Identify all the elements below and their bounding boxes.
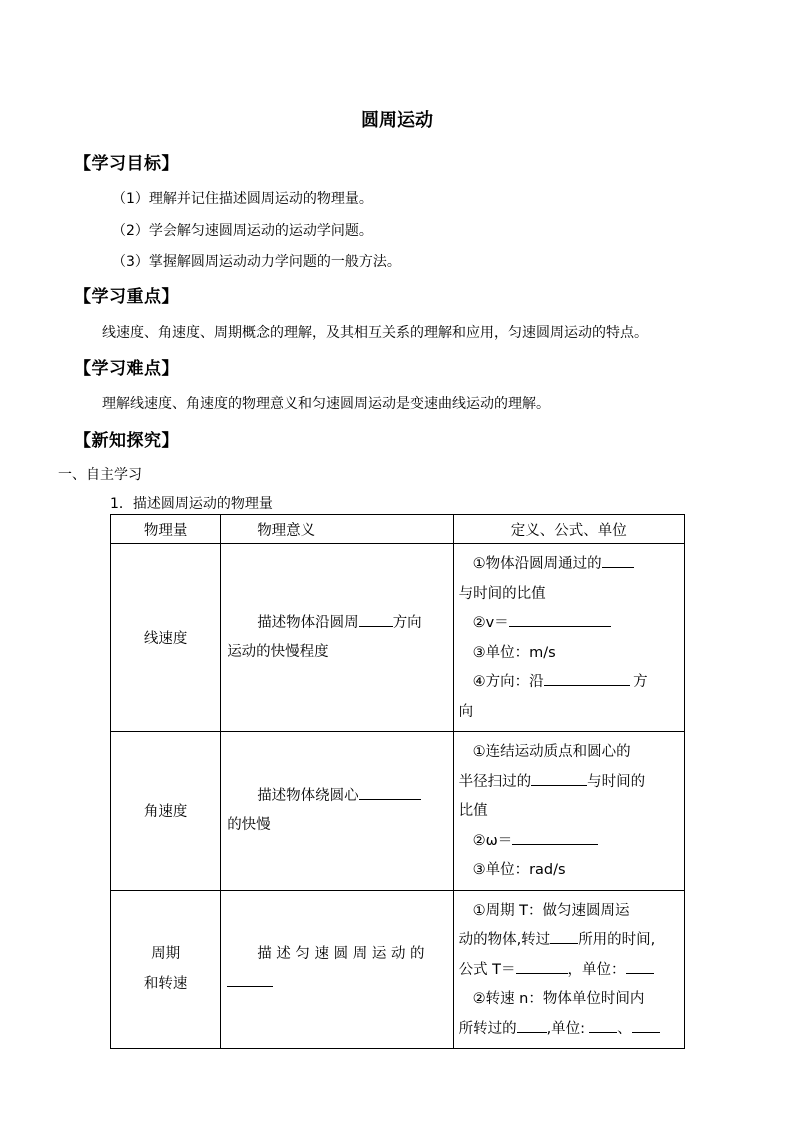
blank[interactable] — [359, 612, 393, 627]
blank[interactable] — [626, 959, 654, 974]
blank[interactable] — [359, 785, 421, 800]
explore-heading: 【新知探究】 — [74, 431, 179, 451]
quantity-linear-velocity: 线速度 — [111, 544, 221, 732]
definition-text: ②转速 n：物体单位时间内 — [472, 991, 645, 1007]
quantity-text: 和转速 — [143, 976, 188, 993]
definition-text: ③单位：m/s — [472, 644, 556, 661]
section-heading: 一、自主学习 — [58, 467, 142, 483]
blank[interactable] — [602, 553, 634, 568]
meaning-text: 描述物体绕圆心 — [257, 787, 359, 804]
blank[interactable] — [632, 1018, 660, 1033]
blank[interactable] — [544, 671, 630, 686]
blank[interactable] — [509, 612, 611, 627]
table-row — [111, 890, 685, 1049]
definition-text: 动的物体,转过 — [458, 932, 551, 948]
meaning-text: 方向 — [392, 614, 422, 631]
definition-text: 公式 T＝ — [458, 961, 516, 978]
subsection-heading: 1．描述圆周运动的物理量 — [110, 496, 273, 512]
definition-text: 与时间的比值 — [458, 585, 546, 602]
physical-quantities-table — [110, 514, 685, 1049]
meaning-text: 描 述 匀 速 圆 周 运 动 的 — [257, 946, 425, 963]
meaning-linear-velocity — [221, 544, 453, 732]
meaning-text: 描述物体沿圆周 — [257, 614, 359, 631]
table-header-row — [111, 515, 685, 544]
blank[interactable] — [531, 771, 587, 786]
table-row — [111, 732, 685, 891]
definition-text: 半径扫过的 — [458, 773, 532, 790]
goal-item: （2）学会解匀速圆周运动的运动学问题。 — [112, 223, 373, 239]
definition-text: ，单位： — [567, 961, 626, 978]
definition-text: ④方向：沿 — [472, 674, 544, 690]
page-title: 圆周运动 — [361, 110, 433, 131]
definition-text: 方 — [633, 674, 648, 690]
blank[interactable] — [517, 1018, 547, 1033]
blank[interactable] — [516, 959, 568, 974]
quantity-angular-velocity: 角速度 — [111, 732, 221, 891]
meaning-angular-velocity — [221, 732, 453, 891]
definition-text: 与时间的 — [587, 773, 646, 790]
definition-text: 所转过的 — [458, 1020, 517, 1037]
definition-text: ①连结运动质点和圆心的 — [472, 744, 631, 760]
meaning-period-frequency — [221, 890, 453, 1049]
definition-period-frequency — [453, 890, 684, 1049]
definition-angular-velocity — [453, 732, 684, 891]
goals-heading: 【学习目标】 — [74, 154, 179, 174]
definition-text: 向 — [458, 703, 474, 720]
definition-text: ②ω＝ — [472, 832, 513, 849]
definition-text: 、 — [617, 1020, 632, 1037]
table-row — [111, 544, 685, 732]
meaning-text: 的快慢 — [227, 816, 271, 833]
definition-text: ③单位：rad/s — [472, 862, 566, 878]
difficulty-text: 理解线速度、角速度的物理意义和匀速圆周运动是变速曲线运动的理解。 — [102, 396, 550, 412]
quantity-period-frequency — [111, 890, 221, 1049]
definition-text: ②v＝ — [472, 615, 509, 631]
blank[interactable] — [227, 972, 273, 987]
definition-text: ①物体沿圆周通过的 — [472, 556, 602, 572]
focus-heading: 【学习重点】 — [74, 287, 179, 307]
header-quantity: 物理量 — [111, 515, 221, 544]
goal-item: （1）理解并记住描述圆周运动的物理量。 — [112, 191, 373, 207]
difficulty-heading: 【学习难点】 — [74, 359, 179, 379]
definition-linear-velocity — [453, 544, 684, 732]
goal-item: （3）掌握解圆周运动动力学问题的一般方法。 — [112, 254, 401, 270]
blank[interactable] — [550, 929, 578, 944]
definition-text: 比值 — [458, 803, 488, 819]
definition-text: ①周期 T：做匀速圆周运 — [472, 902, 630, 919]
blank[interactable] — [512, 830, 598, 845]
header-meaning: 物理意义 — [221, 515, 453, 544]
focus-text: 线速度、角速度、周期概念的理解，及其相互关系的理解和应用，匀速圆周运动的特点。 — [102, 325, 648, 341]
meaning-text: 运动的快慢程度 — [227, 643, 329, 660]
definition-text: ,单位: — [546, 1020, 586, 1037]
header-definition: 定义、公式、单位 — [453, 515, 684, 544]
definition-text: 所用的时间, — [578, 932, 656, 948]
blank[interactable] — [589, 1018, 617, 1033]
quantity-text: 周期 — [151, 946, 181, 963]
